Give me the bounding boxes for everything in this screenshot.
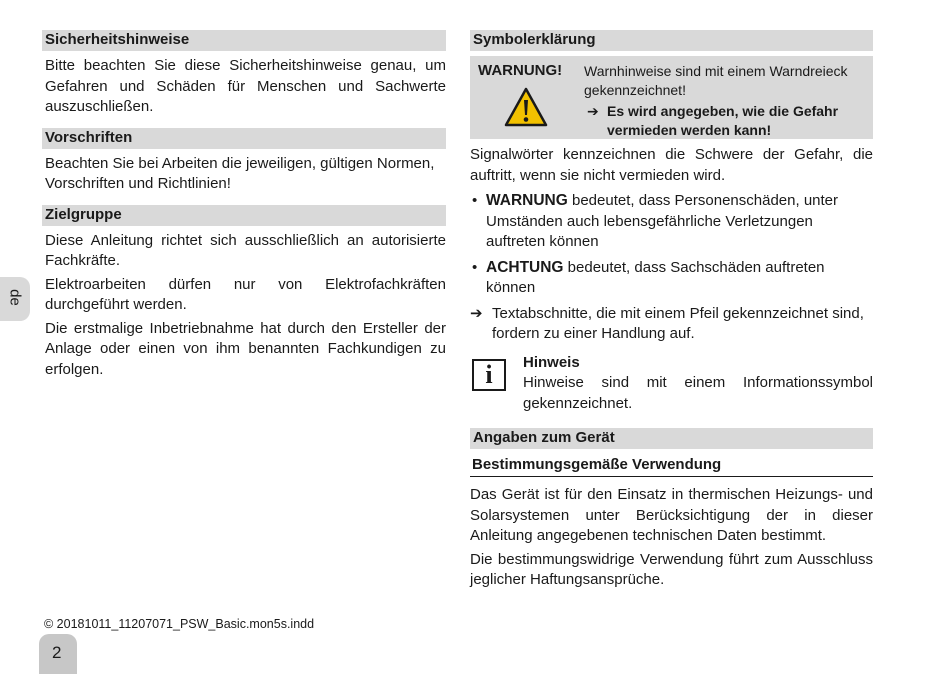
paragraph: Das Gerät ist für den Einsatz in thermischen Heizungs- und Solarsystemen unter Berücksichtigung der in dieser Anleitung angegebenen technischen Daten bestimmt.: [470, 486, 873, 544]
subsection-heading-bestimmungsgemaesse-verwendung: Bestimmungsgemäße Verwendung: [470, 454, 873, 477]
hint-text: Hinweise sind mit einem Informationssymbol gekennzeichnet.: [523, 374, 873, 412]
list-item: [470, 258, 873, 299]
paragraph: Die bestimmungswidrige Verwendung führt zum Ausschluss jeglicher Haftungsansprüche.: [470, 550, 873, 588]
section-heading-zielgruppe: Zielgruppe: [42, 205, 446, 226]
section-heading-symbolerklaerung: Symbolerklärung: [470, 30, 873, 51]
section-heading-angaben-zum-geraet: Angaben zum Gerät: [470, 428, 873, 449]
warning-label: WARNUNG!: [478, 62, 563, 79]
bullet-icon: •: [472, 192, 478, 209]
footer-file-info: © 20181011_11207071_PSW_Basic.mon5s.indd: [44, 617, 315, 631]
list-item: [470, 191, 873, 253]
signal-word: WARNUNG: [486, 192, 568, 209]
page-number-tab: [39, 634, 77, 674]
arrow-explanation-text: Textabschnitte, die mit einem Pfeil gekennzeichnet sind, fordern zu einer Handlung auf.: [492, 304, 864, 342]
arrow-explanation: [470, 304, 873, 345]
list-item-text: bedeutet, dass Personenschäden, unter Umständen auch lebensgefährliche Verletzungen auftreten können: [486, 192, 839, 250]
paragraph: Beachten Sie bei Arbeiten die jeweiligen, gültigen Normen, Vorschriften und Richtlinien!: [45, 154, 435, 192]
left-column: [42, 30, 446, 383]
list-item-text: bedeutet, dass Sachschäden auftreten können: [486, 258, 825, 296]
paragraph: Diese Anleitung richtet sich ausschließlich an autorisierte Fachkräfte.: [45, 231, 446, 269]
warning-action-text: Es wird angegeben, wie die Gefahr vermieden werden kann!: [607, 103, 839, 138]
hint-title: Hinweis: [523, 353, 580, 371]
paragraph: Bitte beachten Sie diese Sicherheitshinweise genau, um Gefahren und Schäden für Menschen und Sachwerte auszuschließen.: [45, 57, 446, 115]
paragraph: Elektroarbeiten dürfen nur von Elektrofachkräften durchgeführt werden.: [45, 275, 446, 313]
hint-block: [470, 353, 873, 415]
warning-box: [470, 56, 873, 139]
bullet-icon: •: [472, 258, 478, 276]
warning-text: Warnhinweise sind mit einem Warndreieck gekennzeichnet!: [584, 63, 848, 98]
paragraph: Signalwörter kennzeichnen die Schwere der Gefahr, die auftritt, wenn sie nicht vermieden wird.: [470, 146, 873, 184]
paragraph: Die erstmalige Inbetriebnahme hat durch den Ersteller der Anlage oder einen von ihm benannten Fachkundigen zu erfolgen.: [45, 319, 446, 378]
arrow-right-icon: ➔: [470, 304, 483, 322]
signal-word: ACHTUNG: [486, 258, 564, 276]
section-heading-sicherheitshinweise: Sicherheitshinweise: [42, 30, 446, 51]
info-icon: i: [472, 359, 506, 391]
page-number: 2: [52, 643, 62, 662]
warning-triangle-icon: [504, 87, 548, 127]
section-heading-vorschriften: Vorschriften: [42, 128, 446, 149]
language-label: de: [6, 289, 24, 306]
warning-action: [587, 102, 867, 140]
arrow-right-icon: ➔: [587, 103, 599, 119]
language-tab: [0, 277, 30, 321]
right-column: [470, 30, 873, 594]
